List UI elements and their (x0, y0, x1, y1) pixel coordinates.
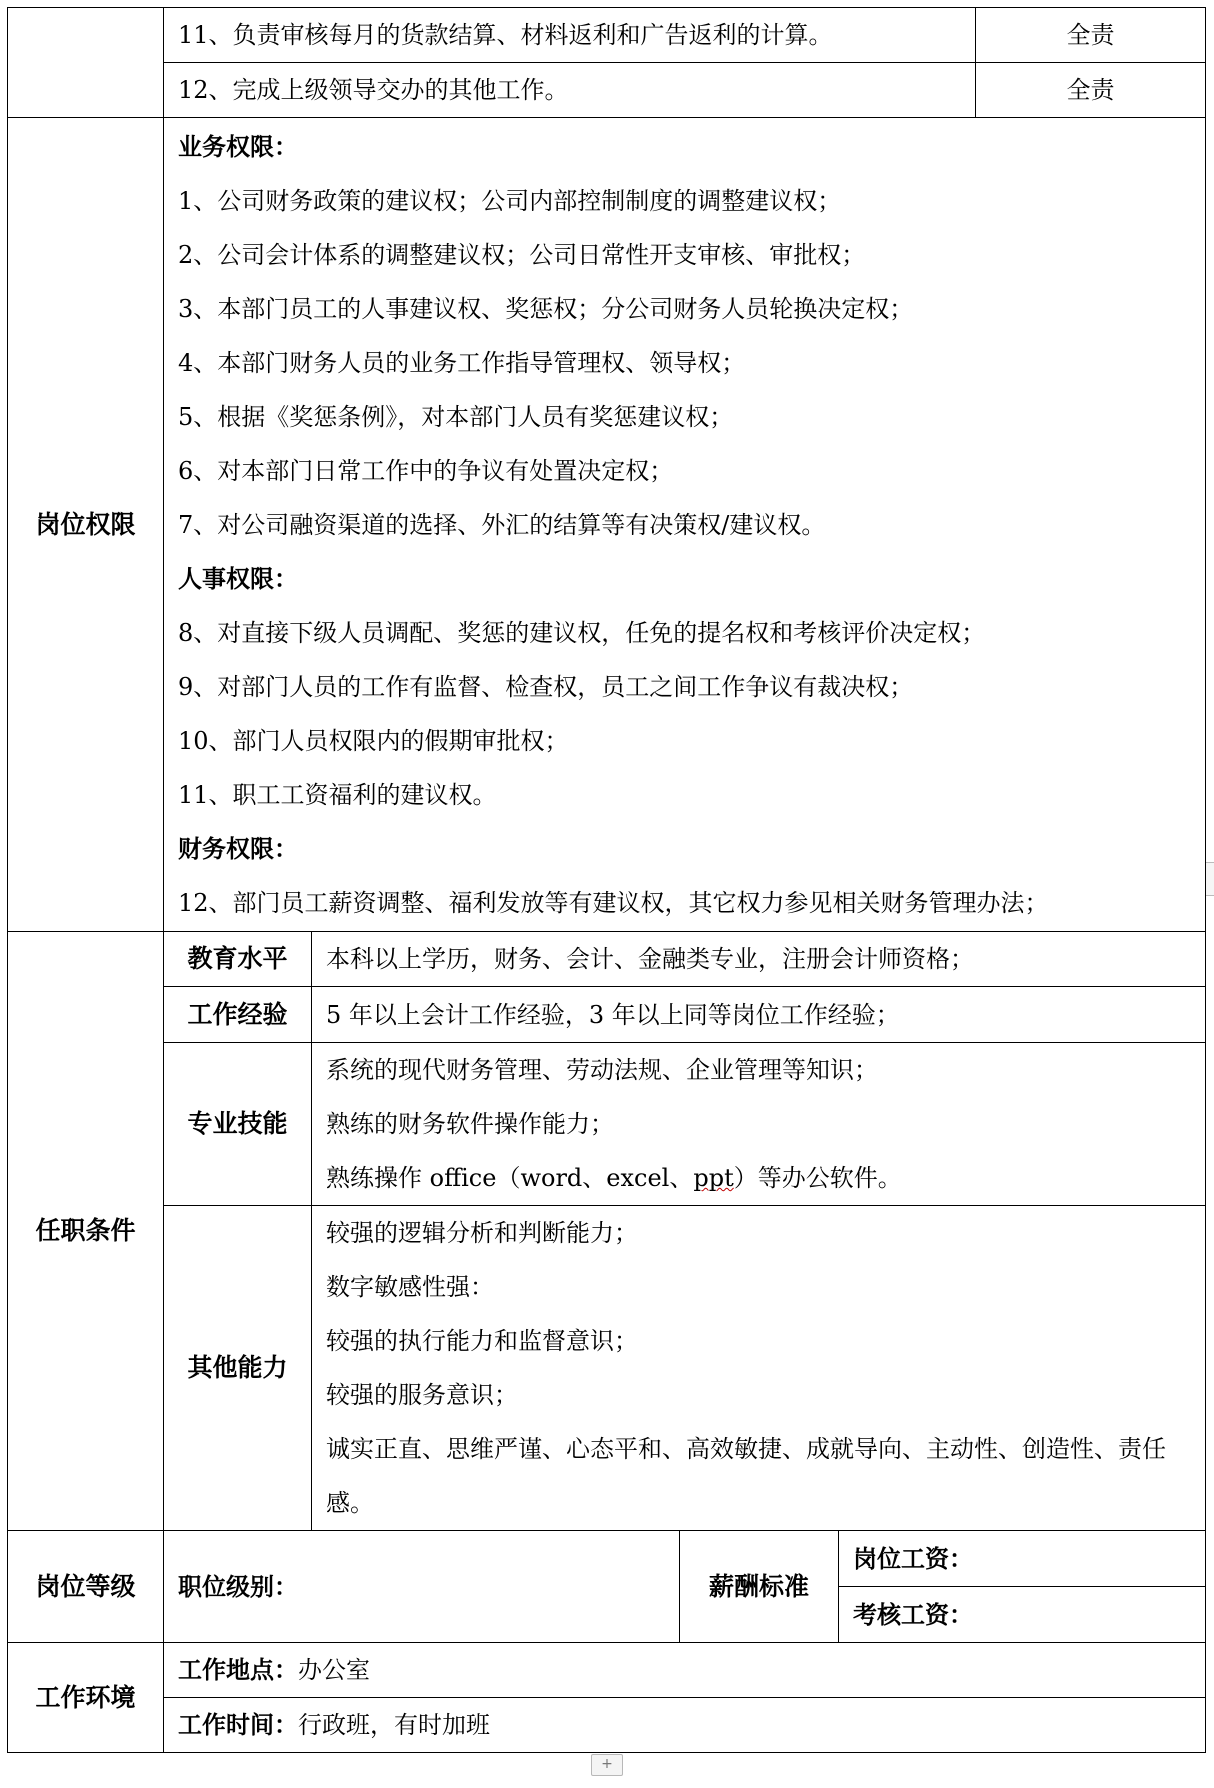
work-hours-value: 行政班，有时加班 (298, 1711, 490, 1739)
duty-responsibility[interactable]: 全责 (976, 8, 1206, 63)
authority-item: 6、对本部门日常工作中的争议有处置决定权； (178, 456, 674, 485)
work-location-value: 办公室 (298, 1656, 370, 1684)
ability-item: 较强的逻辑分析和判断能力； (326, 1219, 638, 1247)
work-location-label: 工作地点： (178, 1655, 298, 1684)
education-row (8, 932, 1206, 987)
skills-row (8, 1043, 1206, 1206)
duty-row (8, 63, 1206, 118)
authority-row (8, 118, 1206, 932)
skills-label: 专业技能 (164, 1043, 312, 1206)
authority-item: 9、对部门人员的工作有监督、检查权，员工之间工作争议有裁决权； (178, 672, 914, 701)
authority-heading-personnel: 人事权限： (178, 563, 298, 593)
authority-item: 11、职工工资福利的建议权。 (178, 780, 497, 809)
authority-content[interactable] (164, 118, 1206, 932)
office-prefix: 熟练操作 office（word、excel、 (326, 1164, 694, 1192)
authority-item: 12、部门员工薪资调整、福利发放等有建议权，其它权力参见相关财务管理办法； (178, 888, 1049, 917)
ability-item: 诚实正直、思维严谨、心态平和、高效敏捷、成就导向、主动性、创造性、责任感。 (326, 1435, 1166, 1517)
salary-standard-label: 薪酬标准 (680, 1531, 839, 1643)
authority-item: 4、本部门财务人员的业务工作指导管理权、领导权； (178, 348, 746, 377)
job-description-table (7, 7, 1206, 1753)
duty-text[interactable]: 11、负责审核每月的货款结算、材料返利和广告返利的计算。 (164, 8, 976, 63)
authority-item: 2、公司会计体系的调整建议权；公司日常性开支审核、审批权； (178, 240, 866, 269)
skills-content[interactable] (312, 1043, 1206, 1206)
environment-row-2 (8, 1698, 1206, 1753)
job-description-document (7, 7, 1205, 1753)
environment-row (8, 1643, 1206, 1698)
work-hours-field[interactable] (164, 1698, 1206, 1753)
ability-item: 较强的服务意识； (326, 1381, 518, 1409)
authority-item: 1、公司财务政策的建议权；公司内部控制制度的调整建议权； (178, 186, 842, 215)
table-resize-handle[interactable] (1206, 862, 1214, 896)
skill-item: 系统的现代财务管理、劳动法规、企业管理等知识； (326, 1056, 878, 1084)
duty-row (8, 8, 1206, 63)
authority-item: 8、对直接下级人员调配、奖惩的建议权，任免的提名权和考核评价决定权； (178, 618, 986, 647)
authority-heading-business: 业务权限： (178, 131, 298, 161)
grade-row (8, 1531, 1206, 1587)
add-row-button[interactable]: + (591, 1754, 623, 1776)
duty-responsibility[interactable]: 全责 (976, 63, 1206, 118)
authority-item: 3、本部门员工的人事建议权、奖惩权；分公司财务人员轮换决定权； (178, 294, 914, 323)
experience-value[interactable]: 5 年以上会计工作经验，3 年以上同等岗位工作经验； (312, 987, 1206, 1043)
qualifications-label: 任职条件 (8, 932, 164, 1531)
authority-item: 10、部门人员权限内的假期审批权； (178, 726, 569, 755)
grade-label: 岗位等级 (8, 1531, 164, 1643)
ability-item: 数字敏感性强： (326, 1273, 494, 1301)
review-salary-field[interactable]: 考核工资： (839, 1587, 1206, 1643)
other-abilities-content[interactable] (312, 1206, 1206, 1531)
authority-heading-finance: 财务权限： (178, 833, 298, 863)
authority-item: 5、根据《奖惩条例》，对本部门人员有奖惩建议权； (178, 402, 734, 431)
duty-label-cell (8, 8, 164, 118)
environment-label: 工作环境 (8, 1643, 164, 1753)
work-location-field[interactable] (164, 1643, 1206, 1698)
experience-label: 工作经验 (164, 987, 312, 1043)
education-value[interactable]: 本科以上学历，财务、会计、金融类专业，注册会计师资格； (312, 932, 1206, 987)
office-suffix: ）等办公软件。 (733, 1164, 902, 1192)
experience-row (8, 987, 1206, 1043)
base-salary-field[interactable]: 岗位工资： (839, 1531, 1206, 1587)
ability-item: 较强的执行能力和监督意识； (326, 1327, 638, 1355)
other-abilities-label: 其他能力 (164, 1206, 312, 1531)
position-level-field[interactable]: 职位级别： (164, 1531, 680, 1643)
authority-label: 岗位权限 (8, 118, 164, 932)
work-hours-label: 工作时间： (178, 1710, 298, 1739)
other-abilities-row (8, 1206, 1206, 1531)
spellcheck-flagged-word: ppt (693, 1164, 734, 1192)
skill-item: 熟练的财务软件操作能力； (326, 1110, 614, 1138)
skill-item-office (326, 1151, 1191, 1205)
education-label: 教育水平 (164, 932, 312, 987)
authority-item: 7、对公司融资渠道的选择、外汇的结算等有决策权/建议权。 (178, 510, 826, 539)
duty-text[interactable]: 12、完成上级领导交办的其他工作。 (164, 63, 976, 118)
